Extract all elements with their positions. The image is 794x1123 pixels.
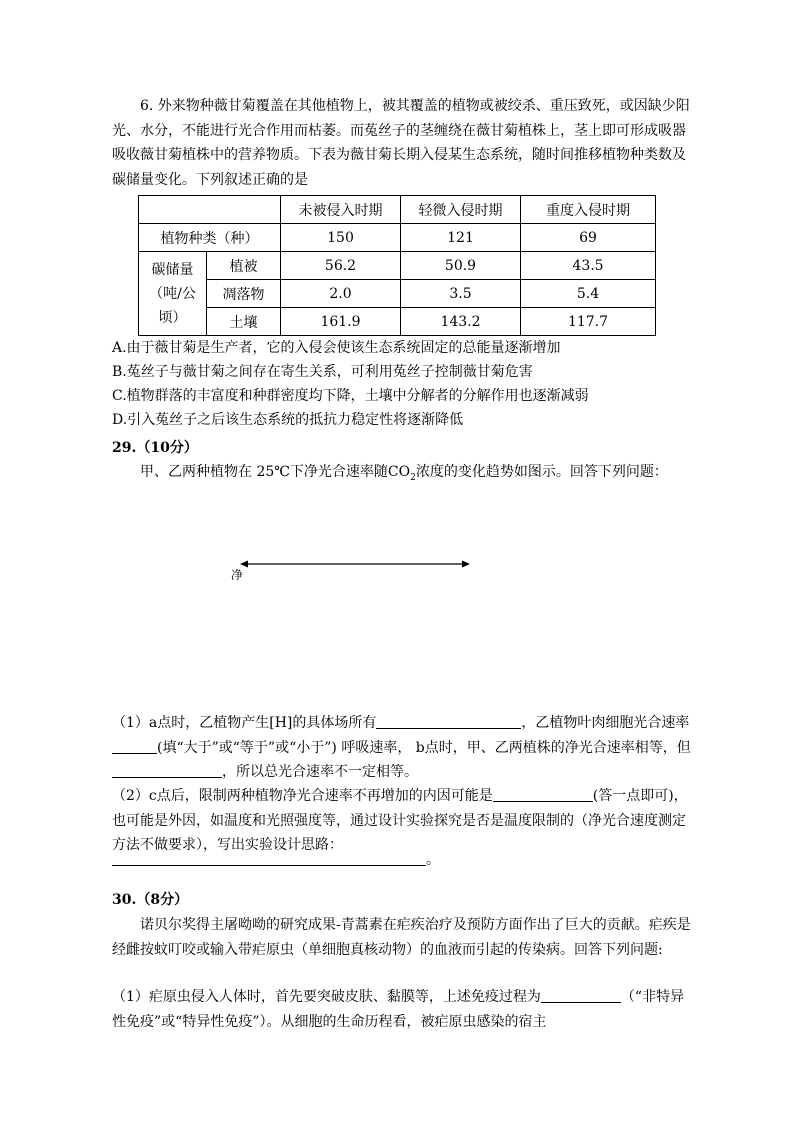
q30-part1-text-a: （1）疟原虫侵入人体时，首先要突破皮肤、黏膜等，上述免疫过程为 — [112, 989, 541, 1005]
co2-axis-arrow — [228, 556, 473, 576]
table-cell: 121 — [401, 224, 521, 252]
table-cell: 117.7 — [521, 308, 656, 336]
table-cell: 143.2 — [401, 308, 521, 336]
row-label-litter: 凋落物 — [207, 280, 281, 308]
table-cell: 56.2 — [281, 252, 401, 280]
experiment-design-line — [112, 848, 692, 873]
table-row — [139, 308, 656, 336]
carbon-storage-label — [139, 252, 207, 336]
answer-blank-immunity-type[interactable] — [541, 987, 621, 1003]
part1-text-a: （1）a点时，乙植物产生[H]的具体场所有 — [112, 715, 377, 731]
answer-blank-comparison[interactable] — [112, 738, 157, 754]
question-29-intro — [112, 460, 692, 491]
table-cell: 150 — [281, 224, 401, 252]
table-cell: 50.9 — [401, 252, 521, 280]
q30-part1-text-b: （“非特异性免疫”或“特异性免疫”）。从细胞的生命历程看，被疟原虫感染的宿主 — [112, 989, 685, 1030]
answer-blank-design[interactable] — [112, 850, 426, 866]
header-light-invasion: 轻微入侵时期 — [401, 196, 521, 224]
table-cell: 3.5 — [401, 280, 521, 308]
carbon-label-line: 碳储量 — [151, 261, 194, 278]
intro-part-a: 甲、乙两种植物在 25℃下净光合速率随CO — [140, 464, 411, 480]
answer-blank-h-site[interactable] — [376, 713, 521, 729]
carbon-storage-table — [138, 195, 656, 336]
double-arrow-icon — [228, 556, 473, 572]
part2-text-b: (答一点即可)，也可能是外因，如温度和光照强度等，通过设计实验探究是否是温度限制的（净光合速度测定方法不做要求），写出实验设计思路： — [112, 788, 688, 854]
answer-blank-reason[interactable] — [112, 762, 222, 778]
carbon-label-line: 顷） — [158, 309, 187, 326]
part1-text-d: ，所以总光合速率不一定相等。 — [222, 764, 418, 781]
question-29-title: 29.（10分） — [112, 440, 198, 456]
option-b: B.菟丝子与薇甘菊之间存在寄生关系，可利用菟丝子控制薇甘菊危害 — [112, 364, 533, 380]
table-row — [139, 280, 656, 308]
figure-axis-label: 净 — [231, 568, 244, 582]
intro-part-b: 浓度的变化趋势如图示。回答下列问题： — [415, 464, 668, 480]
species-label: 植物种类（种） — [139, 224, 281, 252]
table-cell: 2.0 — [281, 280, 401, 308]
option-d: D.引入菟丝子之后该生态系统的抵抗力稳定性将逐渐降低 — [112, 412, 464, 428]
option-a: A.由于薇甘菊是生产者，它的入侵会使该生态系统固定的总能量逐渐增加 — [112, 340, 561, 356]
table-cell: 5.4 — [521, 280, 656, 308]
option-c: C.植物群落的丰富度和种群密度均下降，土壤中分解者的分解作用也逐渐减弱 — [112, 388, 589, 404]
part1-text-c: (填“大于”或“等于”或“小于”) 呼吸速率， b点时，甲、乙两植株的净光合速率相等，但 — [157, 739, 691, 756]
question-30-part-1 — [112, 985, 692, 1034]
table-header-row — [139, 196, 656, 224]
part2-text-a: （2）c点后，限制两种植物净光合速率不再增加的内因可能是 — [112, 788, 493, 804]
table-cell: 69 — [521, 224, 656, 252]
row-label-soil: 土壤 — [207, 308, 281, 336]
row-label-vegetation: 植被 — [207, 252, 281, 280]
table-row — [139, 252, 656, 280]
question-6-stem: 6. 外来物种薇甘菊覆盖在其他植物上，被其覆盖的植物或被绞杀、重压致死，或因缺少阳光、水分，不能进行光合作用而枯萎。而菟丝子的茎缠绕在薇甘菊植株上，茎上即可形成吸器吸收薇甘菊植株中的营养物质。下表为薇甘菊长期入侵某生态系统，随时间推移植物种类数及碳储量变化。下列叙述正确的是 — [112, 98, 690, 189]
table-row — [139, 224, 656, 252]
question-30-title: 30.（8分） — [112, 892, 189, 908]
carbon-label-line: （吨/公 — [149, 285, 196, 302]
co2-subscript: 2 — [410, 472, 416, 483]
part1-text-b: ，乙植物叶肉细胞光合速率 — [521, 715, 690, 731]
answer-blank-internal-factor[interactable] — [493, 786, 593, 802]
question-29-part-2 — [112, 784, 692, 858]
table-cell: 161.9 — [281, 308, 401, 336]
header-uninvaded: 未被侵入时期 — [281, 196, 401, 224]
question-30-intro: 诺贝尔奖得主屠呦呦的研究成果-青蒿素在疟疾治疗及预防方面作出了巨大的贡献。疟疾是经雌按蚊叮咬或输入带疟原虫（单细胞真核动物）的血液而引起的传染病。回答下列问题: — [112, 917, 691, 958]
table-cell: 43.5 — [521, 252, 656, 280]
table-corner-cell — [139, 196, 281, 224]
design-line-end: 。 — [426, 852, 440, 868]
header-heavy-invasion: 重度入侵时期 — [521, 196, 656, 224]
question-29-part-1 — [112, 711, 692, 785]
